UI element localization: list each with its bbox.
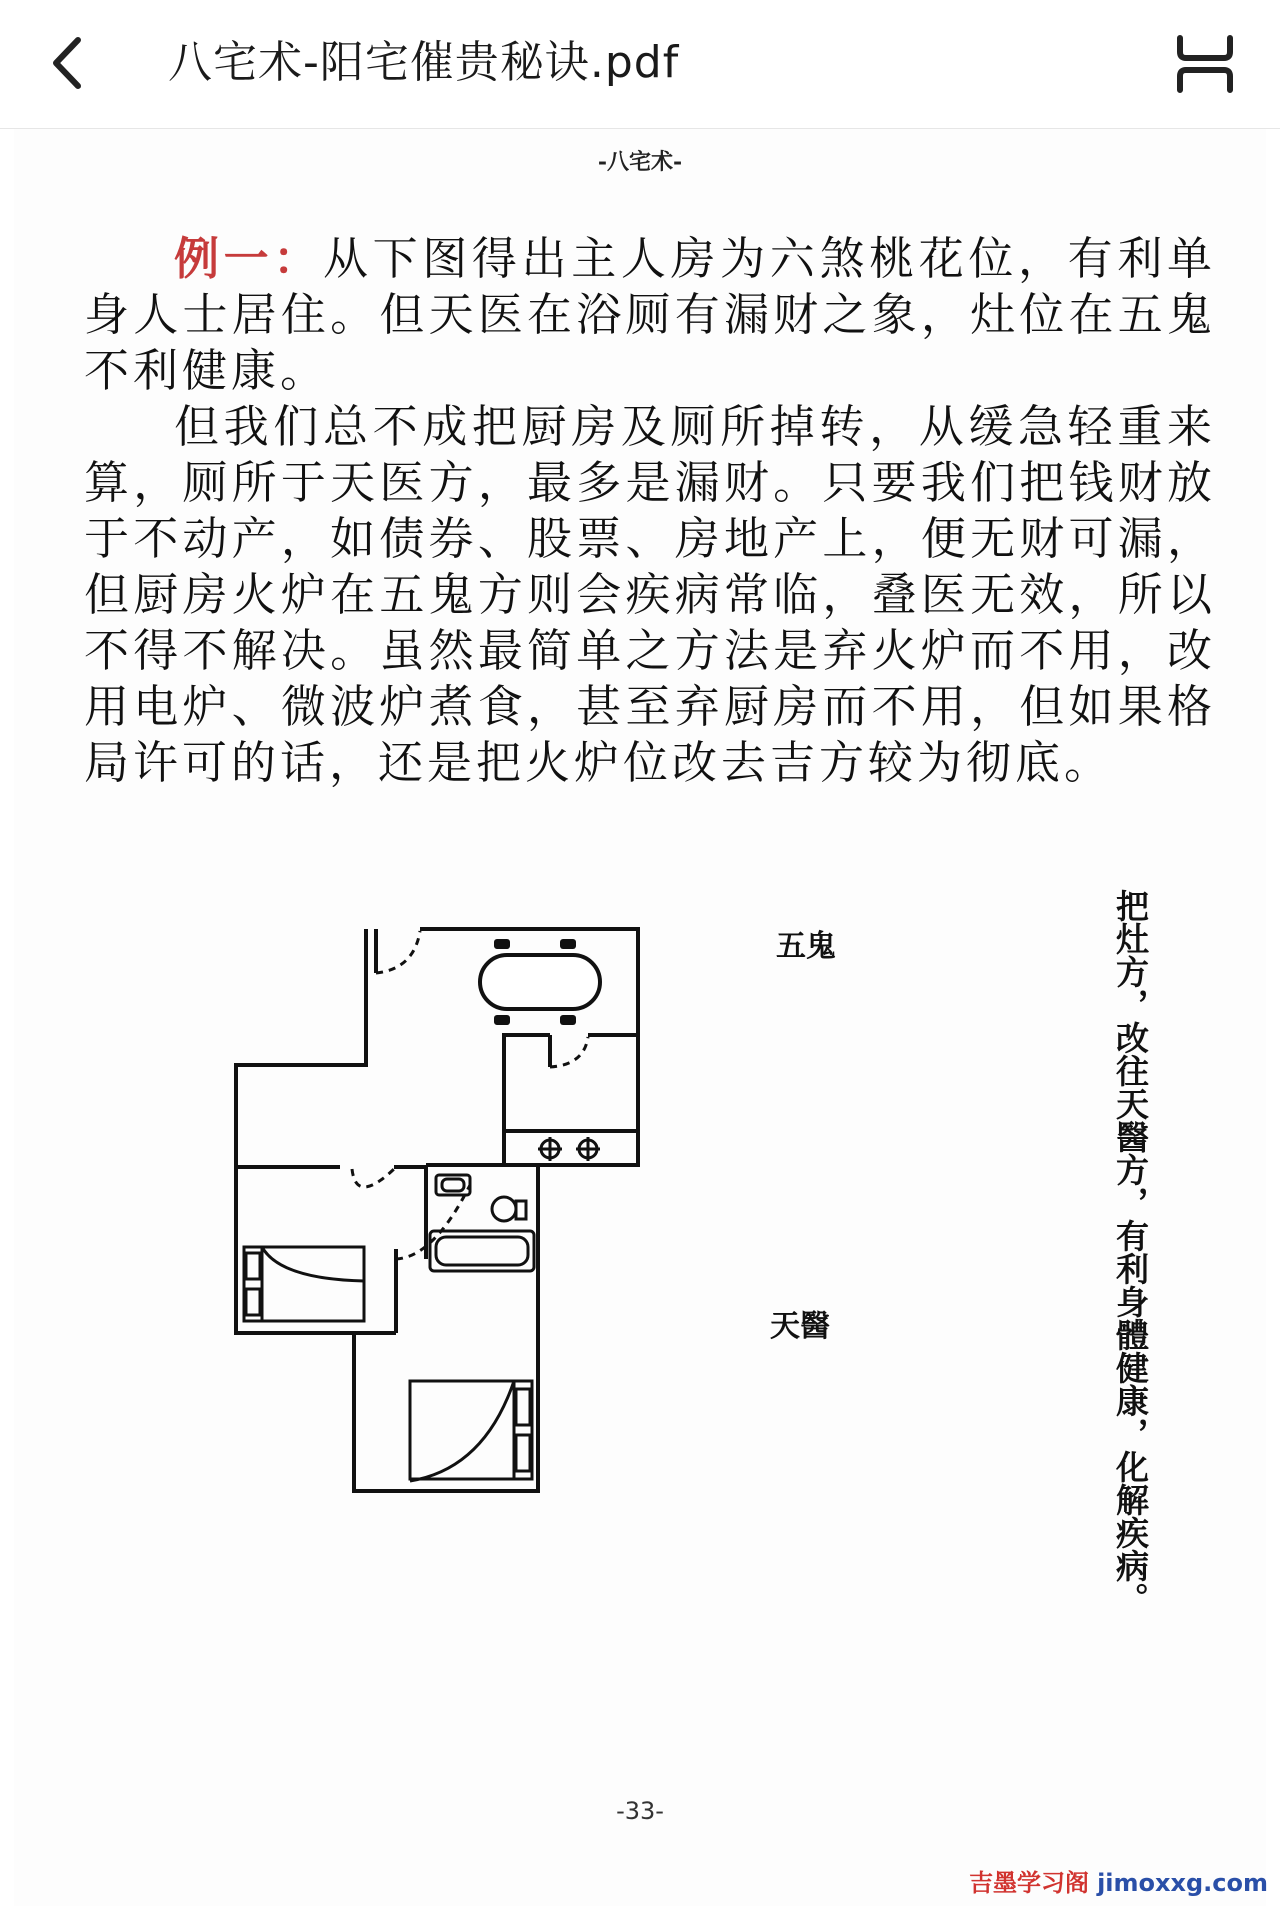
watermark-site-name: 吉墨学习阁: [969, 1869, 1090, 1897]
floor-plan-diagram: [214, 869, 754, 1509]
menu-button[interactable]: [1168, 32, 1242, 96]
running-header: -八宅术-: [597, 149, 683, 175]
top-bar: [0, 0, 1280, 129]
document-title: 八宅术-阳宅催贵秘诀.pdf: [168, 37, 680, 88]
paragraph-1-text: 从下图得出主人房为六煞桃花位，有利单身人士居住。但天医在浴厕有漏财之象，灶位在五鬼不利健康。: [84, 232, 1216, 397]
back-button[interactable]: [40, 28, 100, 98]
body-text: [84, 231, 1216, 791]
pdf-page: [14, 129, 1266, 1906]
outline-menu-icon: [1168, 32, 1242, 96]
watermark-url: jimoxxg.com: [1097, 1869, 1268, 1897]
vertical-annotation: 把灶方，改往天醫方，有利身體健康，化解疾病。: [1111, 889, 1150, 1615]
example-label: 例一：: [174, 232, 323, 285]
paragraph-2: 但我们总不成把厨房及厕所掉转，从缓急轻重来算，厕所于天医方，最多是漏财。只要我们把钱财放于不动产，如债券、股票、房地产上，便无财可漏，但厨房火炉在五鬼方则会疾病常临，叠医无效，所以不得不解决。虽然最简单之方法是弃火炉而不用，改用电炉、微波炉煮食，甚至弃厨房而不用，但如果格局许可的话，还是把火炉位改去吉方较为彻底。: [84, 400, 1216, 789]
label-tianyi: 天醫: [770, 1309, 830, 1344]
chevron-left-icon: [40, 28, 100, 98]
page-number: -33-: [616, 1797, 664, 1825]
label-wugui: 五鬼: [776, 929, 836, 964]
watermark: [969, 1863, 1268, 1898]
paragraph-1: [84, 231, 1216, 399]
